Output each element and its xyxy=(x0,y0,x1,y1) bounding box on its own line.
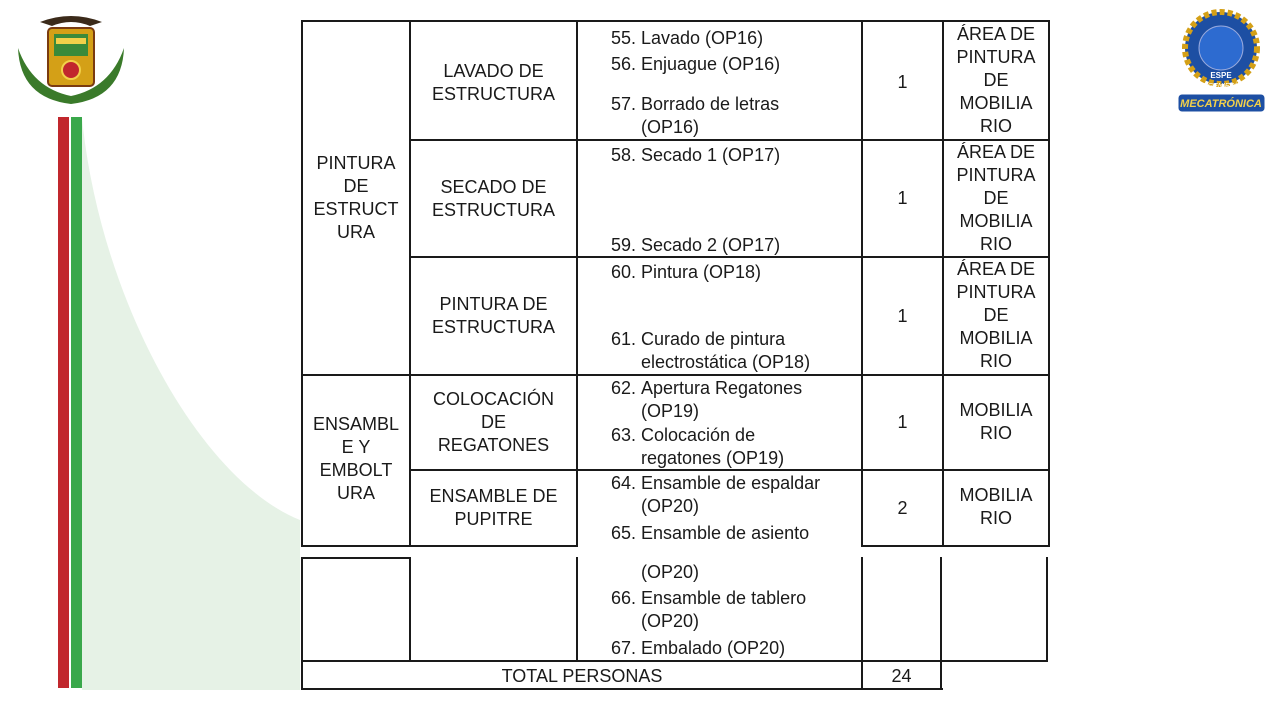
op-60: 60. Pintura (OP18) xyxy=(611,262,762,282)
op-67: 67. Embalado (OP20) xyxy=(611,638,786,658)
total-label: TOTAL PERSONAS xyxy=(501,666,663,686)
op-61-cont: electrostática (OP18) xyxy=(641,352,811,372)
op-63-cont: regatones (OP19) xyxy=(641,448,785,468)
total-value: 24 xyxy=(891,666,912,686)
op-65: 65. Ensamble de asiento xyxy=(611,523,810,543)
count-pintura: 1 xyxy=(897,306,908,326)
op-65-cont: (OP20) xyxy=(641,562,700,582)
group-ensamble-label: ENSAMBL E Y EMBOLT URA xyxy=(312,414,400,503)
op-66: 66. Ensamble de tablero xyxy=(611,588,807,608)
count-lavado: 1 xyxy=(897,72,908,92)
count-secado: 1 xyxy=(897,188,908,208)
process-secado: SECADO DE ESTRUCTURA xyxy=(431,177,555,220)
op-64-cont: (OP20) xyxy=(641,496,700,516)
op-62-cont: (OP19) xyxy=(641,401,700,421)
process-colocacion: COLOCACIÓN DE REGATONES xyxy=(432,389,555,455)
area-pintura: ÁREA DE PINTURA DE MOBILIA RIO xyxy=(956,259,1036,371)
op-57: 57. Borrado de letras xyxy=(611,94,780,114)
area-ensamble: MOBILIA RIO xyxy=(959,485,1033,528)
op-56: 56. Enjuague (OP16) xyxy=(611,54,781,74)
op-64: 64. Ensamble de espaldar xyxy=(611,473,821,493)
op-66-cont: (OP20) xyxy=(641,611,700,631)
process-ensamble: ENSAMBLE DE PUPITRE xyxy=(429,486,558,529)
op-59: 59. Secado 2 (OP17) xyxy=(611,235,781,255)
area-lavado: ÁREA DE PINTURA DE MOBILIA RIO xyxy=(956,24,1036,136)
group-pintura-label: PINTURA DE ESTRUCT URA xyxy=(313,153,399,242)
op-55: 55. Lavado (OP16) xyxy=(611,28,764,48)
op-57-cont: (OP16) xyxy=(641,117,700,137)
area-secado: ÁREA DE PINTURA DE MOBILIA RIO xyxy=(956,142,1036,254)
svg-text:ESPE: ESPE xyxy=(1210,71,1232,80)
svg-text:INGENIERÍA: INGENIERÍA xyxy=(1200,83,1242,90)
process-pintura: PINTURA DE ESTRUCTURA xyxy=(431,294,555,337)
process-lavado: LAVADO DE ESTRUCTURA xyxy=(431,61,555,104)
area-colocacion: MOBILIA RIO xyxy=(959,400,1033,443)
op-61: 61. Curado de pintura xyxy=(611,329,786,349)
count-colocacion: 1 xyxy=(897,412,908,432)
count-ensamble: 2 xyxy=(897,498,908,518)
svg-text:MECATRÓNICA: MECATRÓNICA xyxy=(1180,98,1262,110)
op-58: 58. Secado 1 (OP17) xyxy=(611,145,781,165)
op-62: 62. Apertura Regatones xyxy=(611,378,803,398)
op-63: 63. Colocación de xyxy=(611,425,756,445)
